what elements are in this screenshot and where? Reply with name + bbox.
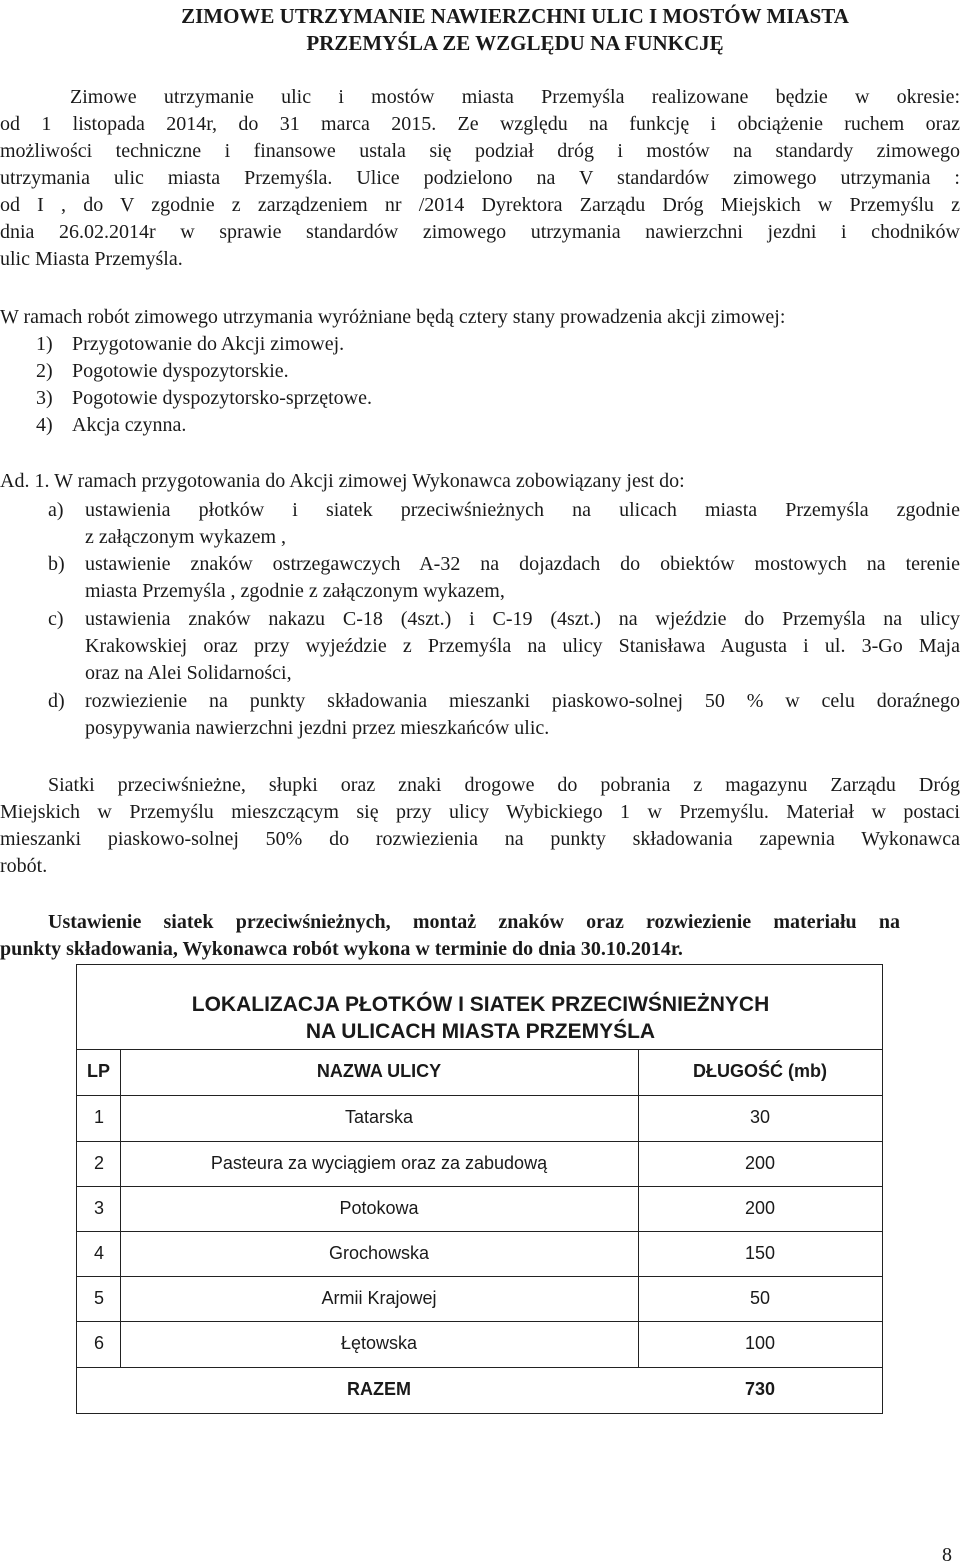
header-street-name: NAZWA ULICY — [316, 1061, 442, 1081]
cell-street-name: Grochowska — [328, 1243, 430, 1263]
state-item-text: Pogotowie dyspozytorskie. — [72, 360, 289, 382]
intro-line: od I , do V zgodnie z zarządzeniem nr /2014 Dyrektora Zarządu Dróg Miejskich w Przemyślu z — [0, 194, 960, 216]
state-item-text: Akcja czynna. — [72, 414, 187, 436]
cell-length: 30 — [749, 1107, 771, 1127]
document-title-line2: PRZEMYŚLA ZE WZGLĘDU NA FUNKCJĘ — [306, 31, 724, 55]
cell-street-name: Armii Krajowej — [321, 1288, 437, 1308]
deadline-line: Ustawienie siatek przeciwśnieżnych, montaż znaków oraz rozwiezienie materiału na — [48, 911, 900, 933]
deadline-line: punkty składowania, Wykonawca robót wykona w terminie do dnia 30.10.2014r. — [0, 938, 683, 960]
table-row — [77, 1186, 882, 1231]
materials-line: robót. — [0, 855, 48, 877]
cell-length: 100 — [744, 1333, 776, 1353]
state-item-text: Przygotowanie do Akcji zimowej. — [72, 333, 345, 355]
materials-line: mieszanki piaskowo-solnej 50% do rozwiezienia na punkty składowania zapewnia Wykonawca — [0, 828, 960, 850]
cell-lp: 5 — [94, 1288, 105, 1308]
cell-lp: 2 — [94, 1153, 105, 1173]
ad1-item-line: oraz na Alei Solidarności, — [85, 662, 292, 684]
cell-lp: 3 — [94, 1198, 105, 1218]
state-item-number: 2) — [36, 360, 53, 382]
document-title-line1: ZIMOWE UTRZYMANIE NAWIERZCHNI ULIC I MOSTÓW MIASTA — [181, 4, 849, 28]
cell-street-name: Tatarska — [344, 1107, 414, 1127]
cell-street-name: Pasteura za wyciągiem oraz za zabudową — [210, 1153, 548, 1173]
materials-line: Siatki przeciwśnieżne, słupki oraz znaki drogowe do pobrania z magazynu Zarządu Dróg — [48, 774, 960, 796]
intro-line: utrzymania ulic miasta Przemyśla. Ulice podzielono na V standardów zimowego utrzymania : — [0, 167, 960, 189]
cell-lp: 6 — [94, 1333, 105, 1353]
ad1-item-letter: d) — [48, 690, 65, 712]
ad1-item-line: posypywania nawierzchni jezdni przez mieszkańców ulic. — [85, 717, 550, 739]
table-row — [77, 1321, 882, 1366]
cell-length: 50 — [749, 1288, 771, 1308]
ad1-item-line: Krakowskiej oraz przy wyjeździe z Przemyśla na ulicy Stanisława Augusta i ul. 3-Go Maja — [85, 635, 960, 657]
ad1-item-letter: a) — [48, 499, 64, 521]
state-item-number: 4) — [36, 414, 53, 436]
ad1-item-line: ustawienia płotków i siatek przeciwśnieżnych na ulicach miasta Przemyśla zgodnie — [85, 499, 960, 521]
intro-line: dnia 26.02.2014r w sprawie standardów zimowego utrzymania nawierzchni jezdni i chodników — [0, 221, 960, 243]
cell-length: 150 — [744, 1243, 776, 1263]
cell-lp: 4 — [94, 1243, 105, 1263]
table-row — [77, 1095, 882, 1140]
header-length: DŁUGOŚĆ (mb) — [693, 1061, 827, 1081]
table-title-line2: NA ULICACH MIASTA PRZEMYŚLA — [305, 1020, 656, 1043]
ad1-item-line: ustawienia znaków nakazu C-18 (4szt.) i C-19 (4szt.) na wjeździe do Przemyśla na ulicy — [85, 608, 960, 630]
page-number: 8 — [942, 1544, 952, 1566]
ad1-item-line: rozwiezienie na punkty składowania mieszanki piaskowo-solnej 50 % w celu doraźnego — [85, 690, 960, 712]
header-lp: LP — [87, 1061, 111, 1081]
total-label: RAZEM — [347, 1379, 411, 1399]
cell-lp: 1 — [94, 1107, 105, 1127]
table-total-row — [77, 1367, 882, 1412]
ad1-item-line: ustawienie znaków ostrzegawczych A-32 na dojazdach do obiektów mostowych na terenie — [85, 553, 960, 575]
table-title-line1: LOKALIZACJA PŁOTKÓW I SIATEK PRZECIWŚNIEŻNYCH — [191, 993, 770, 1016]
state-item-number: 1) — [36, 333, 53, 355]
intro-line: możliwości techniczne i finansowe ustala się podział dróg i mostów na standardy zimowego — [0, 140, 960, 162]
intro-line: Zimowe utrzymanie ulic i mostów miasta Przemyśla realizowane będzie w okresie: — [70, 86, 960, 108]
intro-line: ulic Miasta Przemyśla. — [0, 248, 183, 270]
ad1-item-line: z załączonym wykazem , — [85, 526, 287, 548]
table-header-row — [77, 1049, 882, 1094]
ad1-item-line: miasta Przemyśla , zgodnie z załączonym wykazem, — [85, 580, 505, 602]
materials-line: Miejskich w Przemyślu mieszczącym się przy ulicy Wybickiego 1 w Przemyślu. Materiał w postaci — [0, 801, 960, 823]
fence-location-table — [76, 964, 883, 1414]
ad1-item-letter: b) — [48, 553, 65, 575]
state-item-number: 3) — [36, 387, 53, 409]
total-value: 730 — [744, 1379, 776, 1399]
table-row — [77, 1141, 882, 1186]
table-row — [77, 1231, 882, 1276]
cell-street-name: Łętowska — [340, 1333, 418, 1353]
cell-length: 200 — [744, 1153, 776, 1173]
cell-length: 200 — [744, 1198, 776, 1218]
cell-street-name: Potokowa — [339, 1198, 419, 1218]
intro-line: od 1 listopada 2014r, do 31 marca 2015. Ze względu na funkcję i obciążenie ruchem oraz — [0, 113, 960, 135]
states-intro: W ramach robót zimowego utrzymania wyróżniane będą cztery stany prowadzenia akcji zimowej: — [0, 306, 786, 328]
state-item-text: Pogotowie dyspozytorsko-sprzętowe. — [72, 387, 372, 409]
table-row — [77, 1276, 882, 1321]
ad1-intro: Ad. 1. W ramach przygotowania do Akcji zimowej Wykonawca zobowiązany jest do: — [0, 470, 685, 492]
ad1-item-letter: c) — [48, 608, 64, 630]
